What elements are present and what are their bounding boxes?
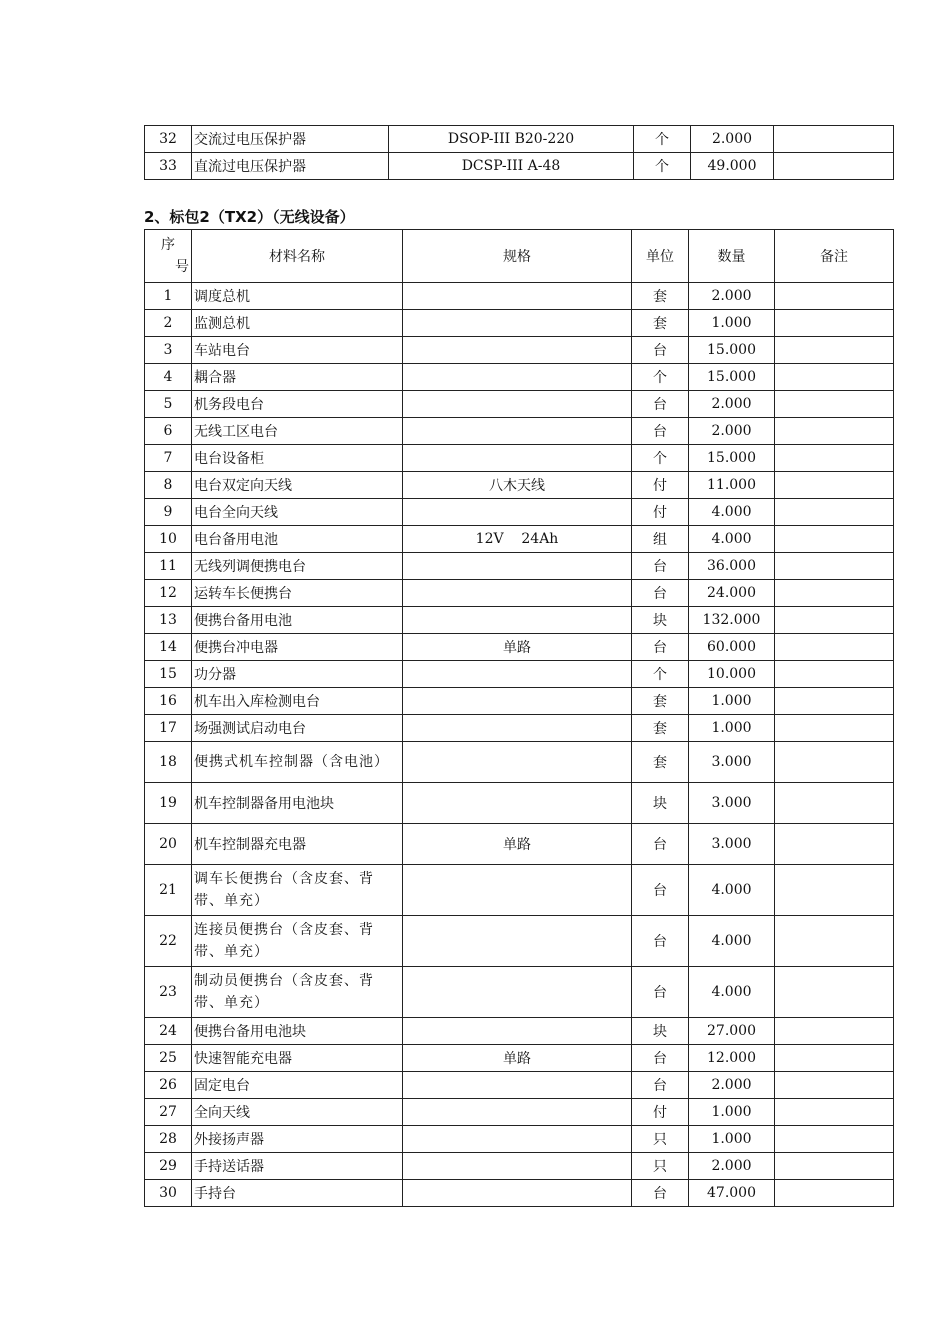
table-row: [145, 553, 894, 580]
cell-no: 17: [145, 715, 192, 742]
cell-unit: 个: [632, 364, 689, 391]
table-row: [145, 283, 894, 310]
cell-name: 耦合器: [192, 364, 403, 391]
cell-qty: 4.000: [689, 916, 775, 967]
cell-qty: 2.000: [689, 391, 775, 418]
cell-name: 快速智能充电器: [192, 1045, 403, 1072]
cell-spec: [403, 742, 632, 783]
table2-body: [145, 283, 894, 1207]
cell-no: 8: [145, 472, 192, 499]
table-row: [145, 824, 894, 865]
cell-name: 电台双定向天线: [192, 472, 403, 499]
header-no-top: 序: [161, 237, 175, 253]
cell-name: 外接扬声器: [192, 1126, 403, 1153]
cell-unit: 套: [632, 742, 689, 783]
cell-qty: 1.000: [689, 310, 775, 337]
cell-name: 功分器: [192, 661, 403, 688]
cell-name: 调车长便携台（含皮套、背带、单充）: [192, 865, 403, 916]
cell-note: [775, 742, 894, 783]
cell-spec: [403, 283, 632, 310]
cell-qty: 49.000: [691, 153, 774, 180]
cell-spec: [403, 1099, 632, 1126]
cell-no: 7: [145, 445, 192, 472]
header-unit: 单位: [632, 230, 689, 283]
cell-note: [775, 472, 894, 499]
cell-spec: [403, 391, 632, 418]
cell-no: 13: [145, 607, 192, 634]
cell-name: 制动员便携台（含皮套、背带、单充）: [192, 967, 403, 1018]
table-row: [145, 445, 894, 472]
cell-qty: 4.000: [689, 865, 775, 916]
cell-no: 23: [145, 967, 192, 1018]
cell-qty: 15.000: [689, 337, 775, 364]
cell-note: [775, 688, 894, 715]
cell-unit: 个: [632, 661, 689, 688]
table-row: [145, 742, 894, 783]
cell-qty: 1.000: [689, 688, 775, 715]
cell-no: 24: [145, 1018, 192, 1045]
table-row: [145, 1126, 894, 1153]
cell-name: 便携台冲电器: [192, 634, 403, 661]
cell-note: [774, 153, 894, 180]
cell-unit: 套: [632, 715, 689, 742]
cell-note: [775, 1126, 894, 1153]
cell-spec: [403, 688, 632, 715]
cell-no: 3: [145, 337, 192, 364]
cell-name: 运转车长便携台: [192, 580, 403, 607]
cell-note: [775, 1018, 894, 1045]
cell-spec: [403, 1072, 632, 1099]
cell-unit: 台: [632, 967, 689, 1018]
table-row: [145, 472, 894, 499]
cell-no: 14: [145, 634, 192, 661]
cell-spec: [403, 580, 632, 607]
table-row: [145, 580, 894, 607]
cell-unit: 台: [632, 865, 689, 916]
cell-qty: 4.000: [689, 967, 775, 1018]
header-spec: 规格: [403, 230, 632, 283]
cell-qty: 2.000: [691, 126, 774, 153]
cell-unit: 台: [632, 1045, 689, 1072]
cell-no: 20: [145, 824, 192, 865]
cell-note: [775, 553, 894, 580]
table-row: [145, 865, 894, 916]
cell-unit: 台: [632, 580, 689, 607]
section-title: 2、标包2（TX2）（无线设备）: [144, 208, 355, 226]
cell-name: 直流过电压保护器: [192, 153, 389, 180]
cell-name: 手持台: [192, 1180, 403, 1207]
cell-note: [775, 715, 894, 742]
cell-note: [775, 607, 894, 634]
cell-no: 21: [145, 865, 192, 916]
table-row: [145, 1099, 894, 1126]
cell-name: 电台备用电池: [192, 526, 403, 553]
cell-name: 场强测试启动电台: [192, 715, 403, 742]
cell-spec: [403, 967, 632, 1018]
cell-qty: 60.000: [689, 634, 775, 661]
cell-unit: 台: [632, 418, 689, 445]
cell-note: [775, 526, 894, 553]
cell-name: 车站电台: [192, 337, 403, 364]
cell-qty: 15.000: [689, 364, 775, 391]
cell-name: 无线工区电台: [192, 418, 403, 445]
cell-spec: [403, 916, 632, 967]
cell-note: [775, 783, 894, 824]
cell-name: 无线列调便携电台: [192, 553, 403, 580]
cell-note: [775, 418, 894, 445]
cell-note: [775, 1072, 894, 1099]
cell-spec: 单路: [403, 634, 632, 661]
cell-note: [775, 865, 894, 916]
table-row: [145, 310, 894, 337]
table-row: [145, 715, 894, 742]
cell-unit: 台: [632, 391, 689, 418]
cell-name: 便携台备用电池块: [192, 1018, 403, 1045]
cell-name: 调度总机: [192, 283, 403, 310]
cell-spec: [403, 865, 632, 916]
cell-note: [775, 391, 894, 418]
cell-qty: 3.000: [689, 824, 775, 865]
cell-spec: 12V 24Ah: [403, 526, 632, 553]
cell-no: 18: [145, 742, 192, 783]
table-row: [145, 916, 894, 967]
cell-qty: 3.000: [689, 783, 775, 824]
cell-qty: 1.000: [689, 1126, 775, 1153]
header-qty: 数量: [689, 230, 775, 283]
cell-spec: [403, 1018, 632, 1045]
cell-note: [775, 1099, 894, 1126]
cell-no: 6: [145, 418, 192, 445]
cell-spec: DCSP-III A-48: [389, 153, 634, 180]
cell-note: [775, 337, 894, 364]
cell-spec: [403, 499, 632, 526]
cell-note: [775, 824, 894, 865]
table-row: [145, 1045, 894, 1072]
cell-qty: 3.000: [689, 742, 775, 783]
cell-unit: 只: [632, 1153, 689, 1180]
cell-qty: 11.000: [689, 472, 775, 499]
cell-unit: 个: [632, 445, 689, 472]
table-row: [145, 126, 894, 153]
cell-spec: [403, 364, 632, 391]
cell-unit: 台: [632, 634, 689, 661]
cell-note: [775, 916, 894, 967]
cell-qty: 1.000: [689, 1099, 775, 1126]
cell-name: 机车控制器充电器: [192, 824, 403, 865]
cell-unit: 块: [632, 783, 689, 824]
cell-note: [775, 580, 894, 607]
table-row: [145, 391, 894, 418]
table-header-row: [145, 230, 894, 283]
cell-qty: 15.000: [689, 445, 775, 472]
wireless-equipment-table: [144, 229, 894, 1207]
cell-unit: 块: [632, 1018, 689, 1045]
cell-spec: [403, 310, 632, 337]
cell-note: [775, 499, 894, 526]
cell-unit: 块: [632, 607, 689, 634]
cell-note: [774, 126, 894, 153]
table-row: [145, 1153, 894, 1180]
cell-note: [775, 283, 894, 310]
cell-note: [775, 634, 894, 661]
cell-qty: 2.000: [689, 1153, 775, 1180]
table-row: [145, 1072, 894, 1099]
cell-no: 4: [145, 364, 192, 391]
cell-unit: 台: [632, 916, 689, 967]
cell-unit: 付: [632, 499, 689, 526]
cell-no: 27: [145, 1099, 192, 1126]
cell-note: [775, 310, 894, 337]
table-row: [145, 688, 894, 715]
cell-unit: 个: [634, 153, 691, 180]
cell-spec: [403, 1153, 632, 1180]
cell-no: 26: [145, 1072, 192, 1099]
cell-no: 10: [145, 526, 192, 553]
table-row: [145, 967, 894, 1018]
cell-spec: 八木天线: [403, 472, 632, 499]
cell-qty: 4.000: [689, 526, 775, 553]
cell-no: 22: [145, 916, 192, 967]
table-row: [145, 661, 894, 688]
cell-spec: [403, 1180, 632, 1207]
table-row: [145, 783, 894, 824]
cell-spec: 单路: [403, 1045, 632, 1072]
cell-name: 机车控制器备用电池块: [192, 783, 403, 824]
cell-no: 5: [145, 391, 192, 418]
cell-note: [775, 364, 894, 391]
cell-name: 电台全向天线: [192, 499, 403, 526]
cell-spec: [403, 783, 632, 824]
cell-qty: 2.000: [689, 1072, 775, 1099]
cell-name: 电台设备柜: [192, 445, 403, 472]
table-row: [145, 526, 894, 553]
cell-name: 机务段电台: [192, 391, 403, 418]
cell-unit: 套: [632, 688, 689, 715]
table-row: [145, 337, 894, 364]
table-row: [145, 364, 894, 391]
cell-qty: 47.000: [689, 1180, 775, 1207]
cell-spec: 单路: [403, 824, 632, 865]
header-name: 材料名称: [192, 230, 403, 283]
cell-no: 11: [145, 553, 192, 580]
cell-spec: [403, 1126, 632, 1153]
cell-note: [775, 1153, 894, 1180]
cell-no: 29: [145, 1153, 192, 1180]
cell-note: [775, 967, 894, 1018]
cell-name: 便携台备用电池: [192, 607, 403, 634]
cell-qty: 132.000: [689, 607, 775, 634]
cell-unit: 套: [632, 310, 689, 337]
cell-spec: [403, 418, 632, 445]
cell-no: 16: [145, 688, 192, 715]
cell-spec: [403, 445, 632, 472]
cell-qty: 4.000: [689, 499, 775, 526]
cell-spec: [403, 337, 632, 364]
cell-note: [775, 445, 894, 472]
cell-name: 机车出入库检测电台: [192, 688, 403, 715]
cell-name: 手持送话器: [192, 1153, 403, 1180]
cell-no: 9: [145, 499, 192, 526]
cell-unit: 台: [632, 824, 689, 865]
cell-unit: 台: [632, 553, 689, 580]
cell-no: 2: [145, 310, 192, 337]
cell-unit: 个: [634, 126, 691, 153]
cell-qty: 12.000: [689, 1045, 775, 1072]
cell-qty: 1.000: [689, 715, 775, 742]
cell-name: 交流过电压保护器: [192, 126, 389, 153]
cell-qty: 36.000: [689, 553, 775, 580]
cell-unit: 台: [632, 1180, 689, 1207]
cell-note: [775, 661, 894, 688]
cell-unit: 付: [632, 472, 689, 499]
cell-no: 33: [145, 153, 192, 180]
table-row: [145, 1018, 894, 1045]
cell-no: 25: [145, 1045, 192, 1072]
cell-no: 28: [145, 1126, 192, 1153]
materials-table-continued: [144, 125, 894, 180]
table-row: [145, 418, 894, 445]
cell-note: [775, 1180, 894, 1207]
cell-name: 固定电台: [192, 1072, 403, 1099]
cell-no: 32: [145, 126, 192, 153]
cell-qty: 24.000: [689, 580, 775, 607]
header-no-bottom: 号: [175, 259, 189, 275]
cell-name: 全向天线: [192, 1099, 403, 1126]
cell-spec: [403, 607, 632, 634]
cell-unit: 台: [632, 337, 689, 364]
cell-unit: 台: [632, 1072, 689, 1099]
table1-body: [145, 126, 894, 180]
cell-no: 12: [145, 580, 192, 607]
cell-no: 30: [145, 1180, 192, 1207]
cell-spec: DSOP-III B20-220: [389, 126, 634, 153]
table-row: [145, 607, 894, 634]
cell-no: 19: [145, 783, 192, 824]
cell-qty: 2.000: [689, 283, 775, 310]
cell-unit: 只: [632, 1126, 689, 1153]
table-row: [145, 1180, 894, 1207]
table-row: [145, 499, 894, 526]
table-row: [145, 634, 894, 661]
cell-unit: 组: [632, 526, 689, 553]
cell-spec: [403, 553, 632, 580]
cell-unit: 付: [632, 1099, 689, 1126]
cell-qty: 10.000: [689, 661, 775, 688]
cell-note: [775, 1045, 894, 1072]
header-note: 备注: [775, 230, 894, 283]
cell-no: 15: [145, 661, 192, 688]
table-row: [145, 153, 894, 180]
cell-name: 监测总机: [192, 310, 403, 337]
cell-qty: 27.000: [689, 1018, 775, 1045]
cell-spec: [403, 715, 632, 742]
cell-unit: 套: [632, 283, 689, 310]
cell-name: 连接员便携台（含皮套、背带、单充）: [192, 916, 403, 967]
cell-spec: [403, 661, 632, 688]
header-no: [145, 230, 192, 283]
cell-no: 1: [145, 283, 192, 310]
cell-name: 便携式机车控制器（含电池）: [192, 742, 403, 783]
cell-qty: 2.000: [689, 418, 775, 445]
